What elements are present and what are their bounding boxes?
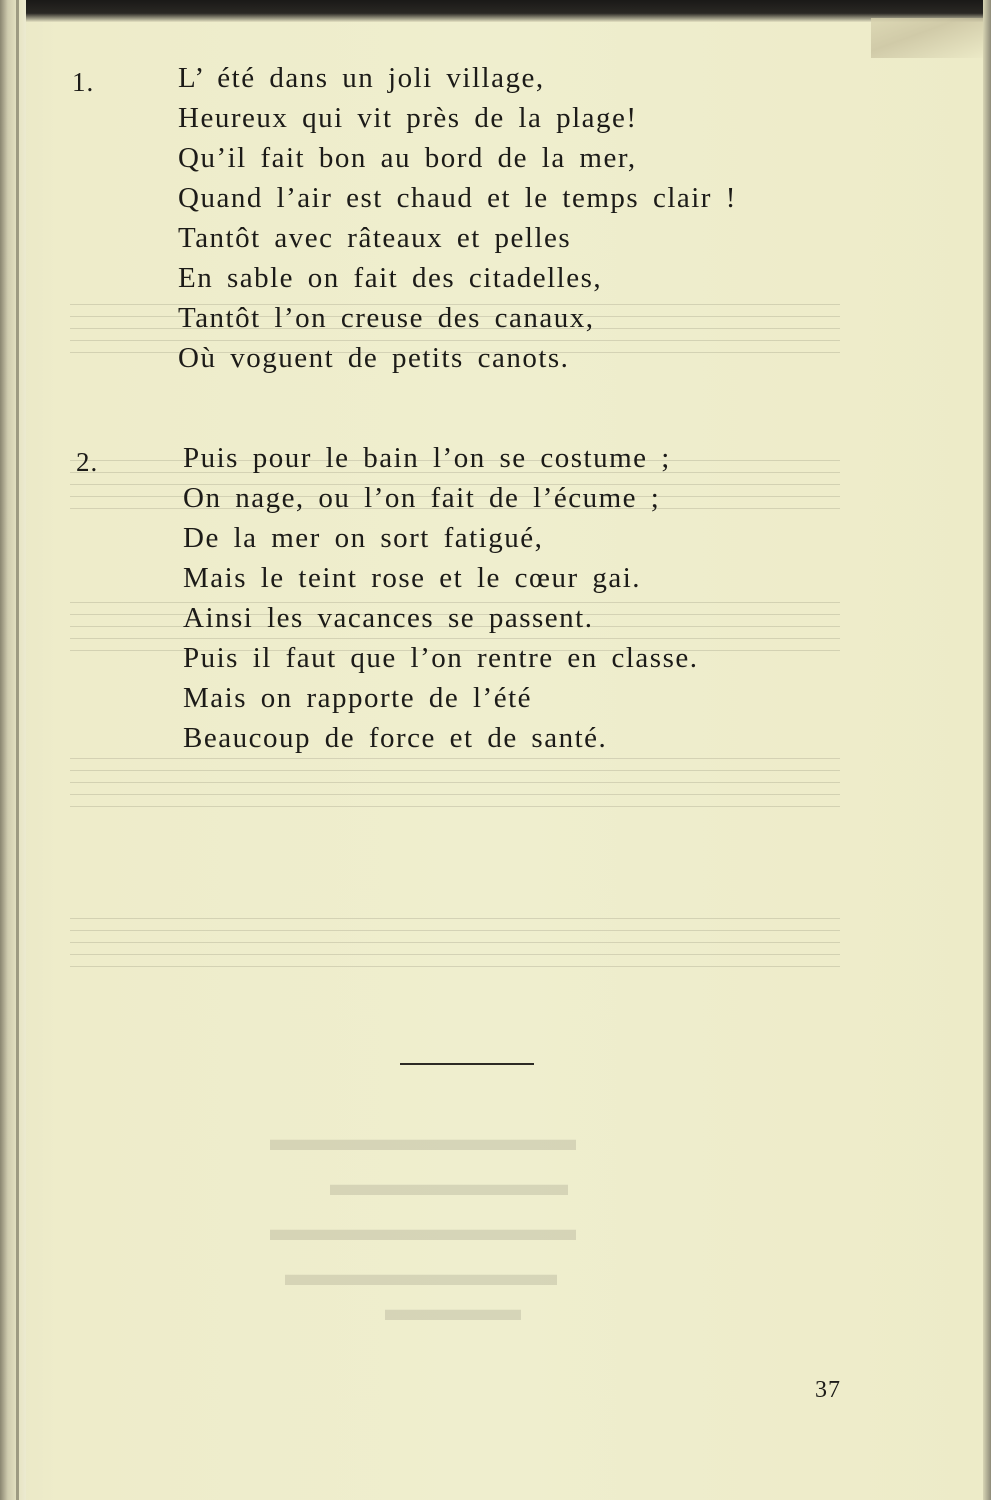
page-top-edge xyxy=(0,0,991,22)
stanza-number: 1. xyxy=(72,67,95,97)
verse-line: Où voguent de petits canots. xyxy=(178,342,570,374)
stanza-lines xyxy=(178,58,737,378)
stanza-lines xyxy=(183,438,699,758)
verse-line: Quand l’air est chaud et le temps clair ! xyxy=(178,182,737,214)
worn-corner xyxy=(871,18,991,58)
show-through-text: ▬▬▬▬ xyxy=(385,1290,521,1328)
stanza-number: 2. xyxy=(76,447,99,477)
verse-line: Mais le teint rose et le cœur gai. xyxy=(183,562,642,594)
show-through-text: ▬▬▬▬▬▬▬▬▬ xyxy=(270,1210,576,1248)
verse-line: Puis pour le bain l’on se costume ; xyxy=(183,442,671,474)
verse-line: Heureux qui vit près de la plage! xyxy=(178,102,638,134)
page-right-edge xyxy=(983,0,991,1500)
verse-line: Beaucoup de force et de santé. xyxy=(183,722,608,754)
show-through-staff xyxy=(70,910,840,972)
verse-line: En sable on fait des citadelles, xyxy=(178,262,603,294)
verse-line: Qu’il fait bon au bord de la mer, xyxy=(178,142,637,174)
verse-line: Puis il faut que l’on rentre en classe. xyxy=(183,642,699,674)
verse-line: Tantôt avec râteaux et pelles xyxy=(178,222,572,254)
binding-line xyxy=(16,0,19,1500)
verse-line: On nage, ou l’on fait de l’écume ; xyxy=(183,482,661,514)
separator-rule xyxy=(400,1063,534,1065)
verse-line: Ainsi les vacances se passent. xyxy=(183,602,594,634)
show-through-text: ▬▬▬▬▬▬▬ xyxy=(330,1165,568,1203)
verse-line: De la mer on sort fatigué, xyxy=(183,522,544,554)
verse-line: Mais on rapporte de l’été xyxy=(183,682,533,714)
binding-gutter xyxy=(0,0,26,1500)
show-through-staff xyxy=(70,750,840,812)
verse-line: Tantôt l’on creuse des canaux, xyxy=(178,302,595,334)
show-through-text: ▬▬▬▬▬▬▬▬▬ xyxy=(270,1120,576,1158)
verse-line: L’ été dans un joli village, xyxy=(178,62,545,94)
show-through-text: ▬▬▬▬▬▬▬▬ xyxy=(285,1255,557,1293)
page-number: 37 xyxy=(815,1377,841,1403)
